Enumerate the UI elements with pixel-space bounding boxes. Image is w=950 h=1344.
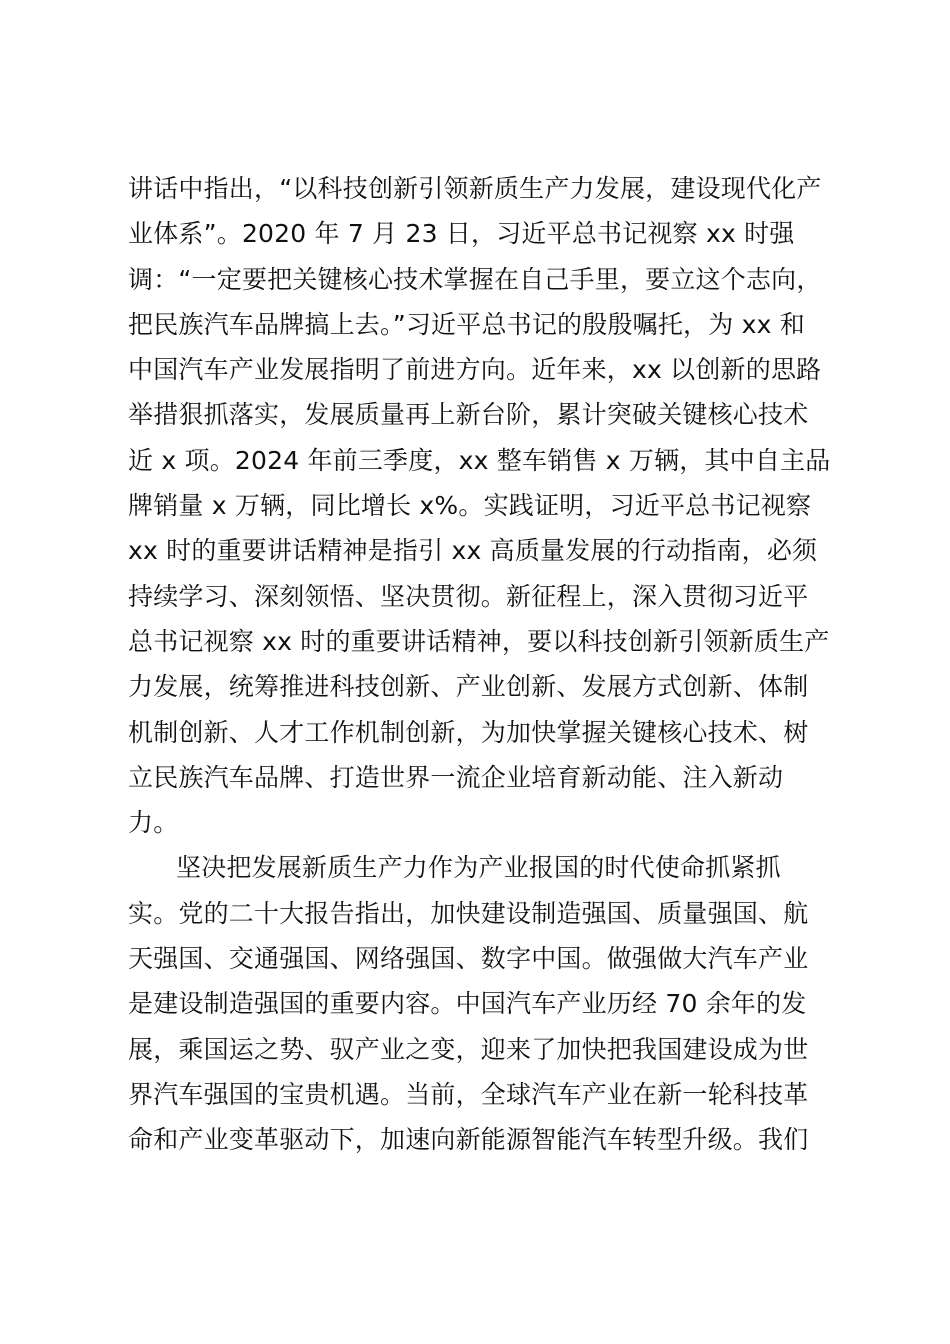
text-line: 近 x 项。2024 年前三季度，xx 整车销售 x 万辆，其中自主品 (128, 445, 831, 475)
text-line: 力发展，统筹推进科技创新、产业创新、发展方式创新、体制 (128, 672, 809, 702)
text-line: 业体系”。2020 年 7 月 23 日，习近平总书记视察 xx 时强 (128, 219, 795, 249)
text-line: 命和产业变革驱动下，加速向新能源智能汽车转型升级。我们 (128, 1125, 809, 1155)
text-line: 讲话中指出，“以科技创新引领新质生产力发展，建设现代化产 (128, 174, 822, 203)
paragraph-start-line: 坚决把发展新质生产力作为产业报国的时代使命抓紧抓 (176, 853, 781, 883)
text-line: 机制创新、人才工作机制创新，为加快掌握关键核心技术、树 (128, 717, 809, 747)
text-line: 总书记视察 xx 时的重要讲话精神，要以科技创新引领新质生产 (128, 626, 830, 656)
text-line: 调：“一定要把关键核心技术掌握在自己手里，要立这个志向， (128, 264, 822, 294)
text-line: 牌销量 x 万辆，同比增长 x%。实践证明，习近平总书记视察 (128, 491, 812, 521)
text-line: 界汽车强国的宝贵机遇。当前，全球汽车产业在新一轮科技革 (128, 1079, 809, 1109)
text-line: 中国汽车产业发展指明了前进方向。近年来，xx 以创新的思路 (128, 355, 822, 385)
text-line: 力。 (128, 808, 179, 838)
text-line: 持续学习、深刻领悟、坚决贯彻。新征程上，深入贯彻习近平 (128, 581, 809, 611)
text-line: 是建设制造强国的重要内容。中国汽车产业历经 70 余年的发 (128, 989, 807, 1019)
text-line: 天强国、交通强国、网络强国、数字中国。做强做大汽车产业 (128, 944, 809, 974)
text-line: 立民族汽车品牌、打造世界一流企业培育新动能、注入新动 (128, 762, 784, 792)
text-line: 展，乘国运之势、驭产业之变，迎来了加快把我国建设成为世 (128, 1034, 809, 1064)
text-line: 举措狠抓落实，发展质量再上新台阶，累计突破关键核心技术 (128, 400, 809, 430)
text-line: 把民族汽车品牌搞上去。”习近平总书记的殷殷嘱托，为 xx 和 (128, 309, 805, 339)
text-line: xx 时的重要讲话精神是指引 xx 高质量发展的行动指南，必须 (128, 536, 818, 566)
body-text (128, 166, 831, 1163)
text-line: 实。党的二十大报告指出，加快建设制造强国、质量强国、航 (128, 898, 809, 928)
